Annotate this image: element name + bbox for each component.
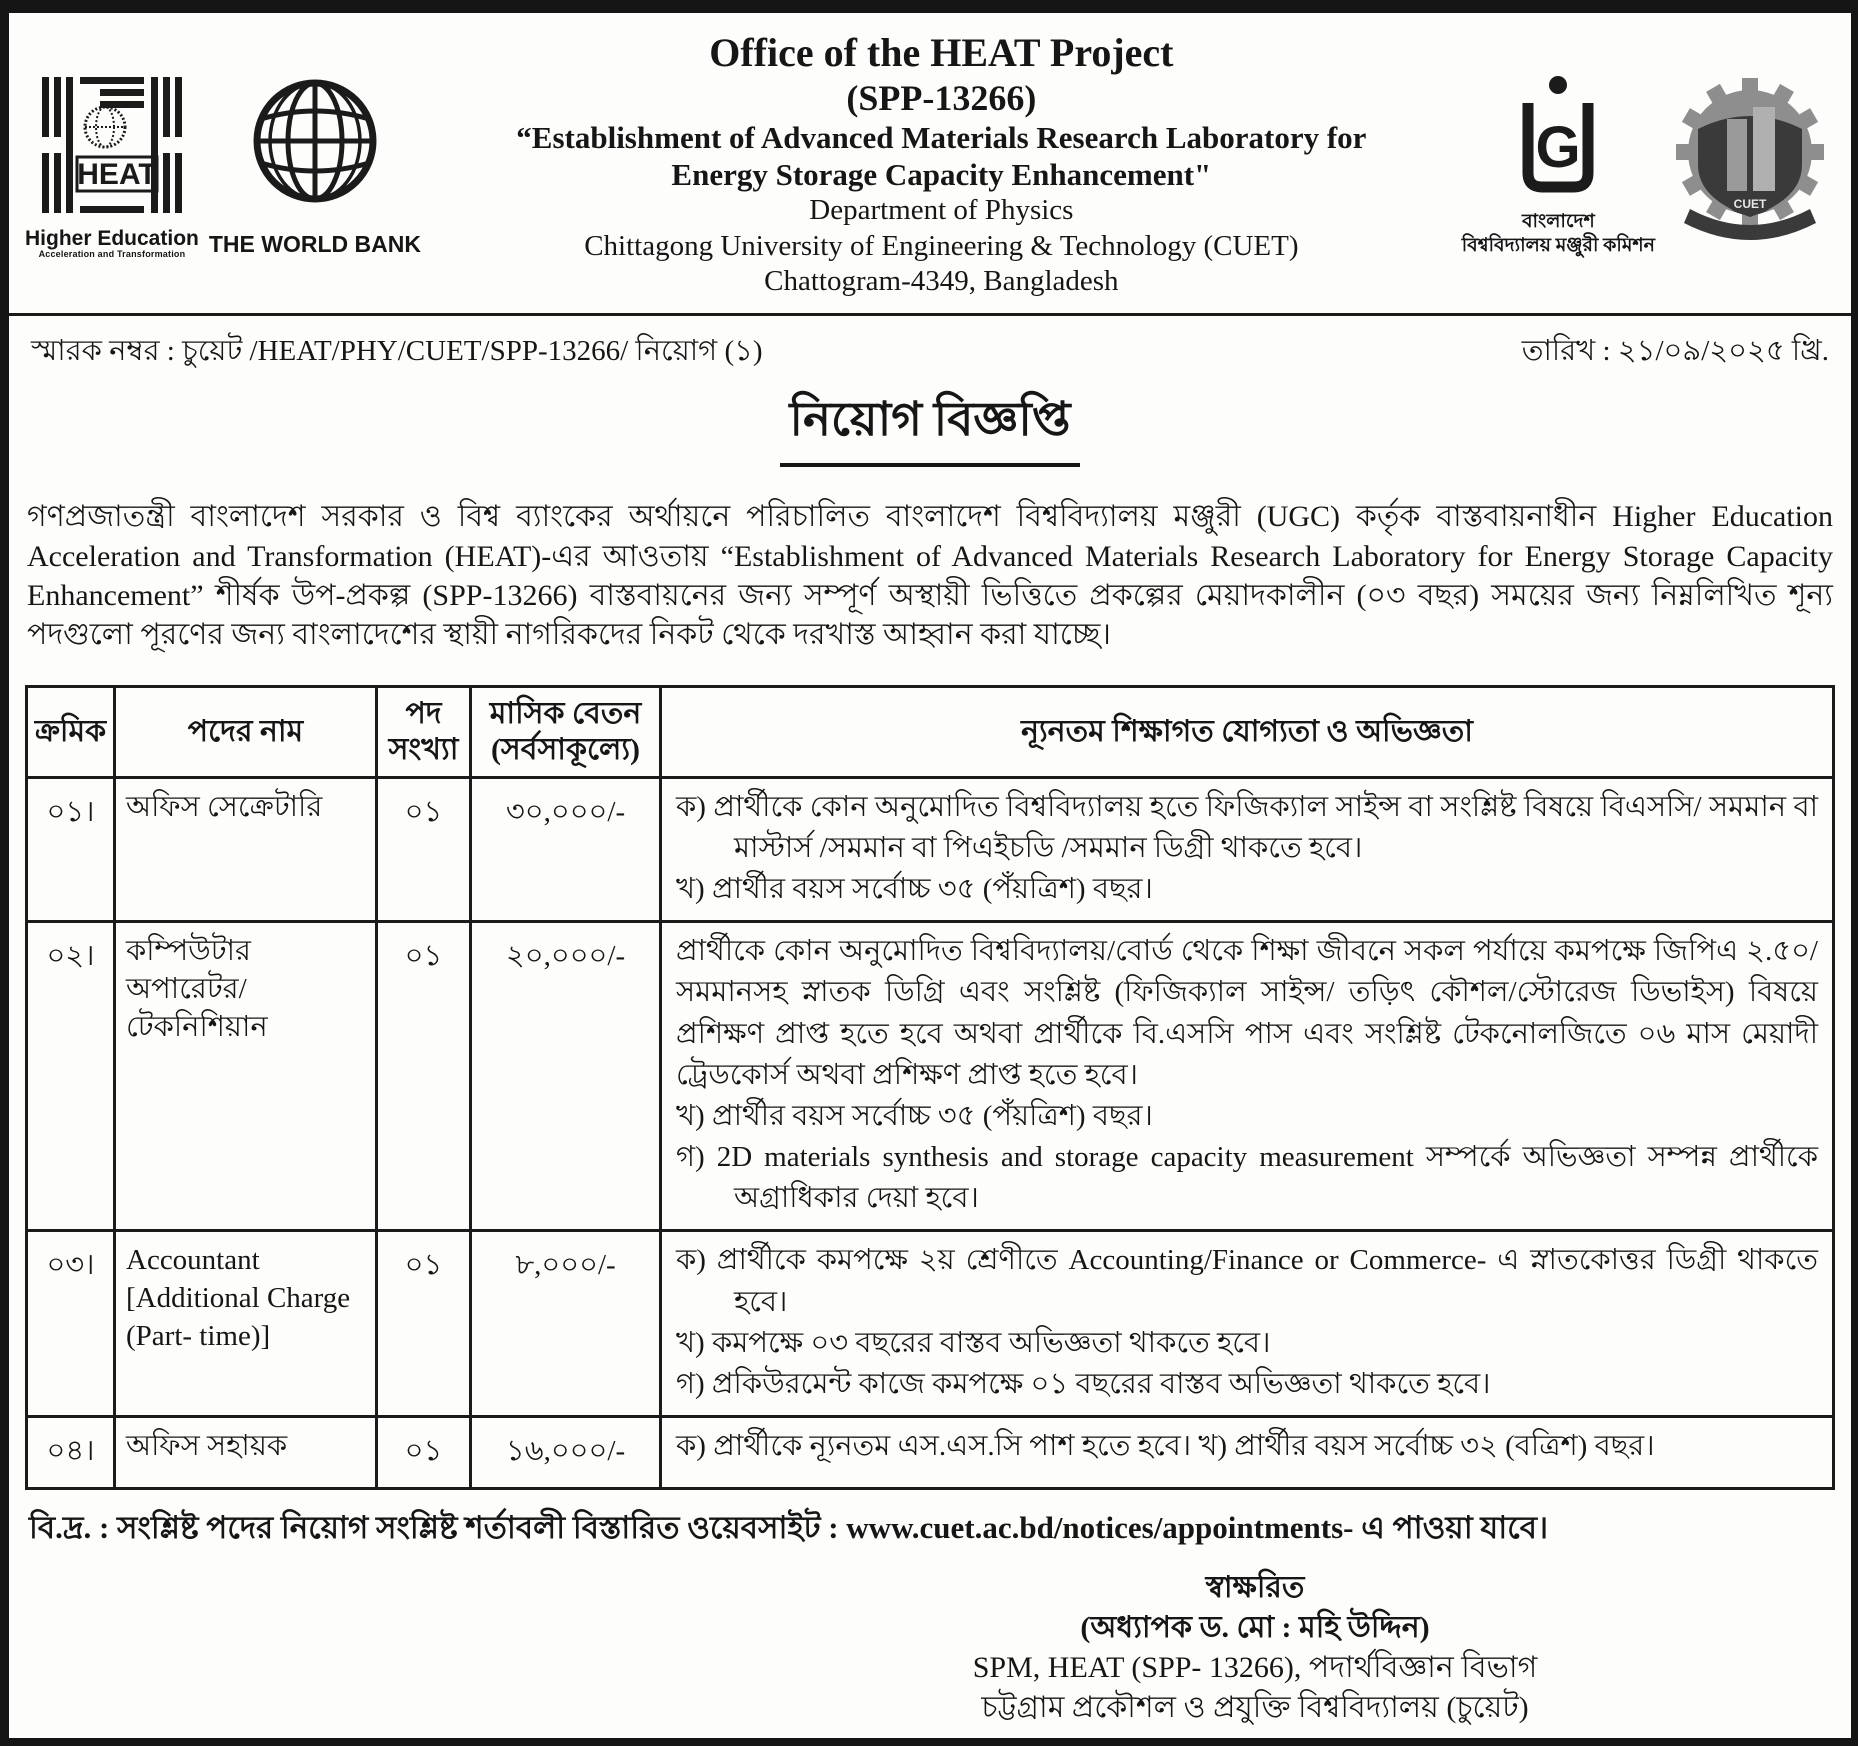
post-cell: অফিস সেক্রেটারি	[115, 777, 377, 922]
table-row	[27, 922, 1834, 1231]
memo-number: স্মারক নম্বর : চুয়েট /HEAT/PHY/CUET/SPP-13266/ নিয়োগ (১)	[31, 335, 763, 368]
project-subtitle-line2: Energy Storage Capacity Enhancement"	[671, 156, 1212, 192]
cuet-seal-icon	[1665, 77, 1835, 247]
signed-label: স্বাক্ষরিত	[1205, 1571, 1305, 1605]
qualification-item: ক) প্রার্থীকে কোন অনুমোদিত বিশ্ববিদ্যালয় হতে ফিজিক্যাল সাইন্স বা সংশ্লিষ্ট বিষয়ে বিএসসি/ সমমান বা মাস্টার্স /সমমান বা পিএইচডি /সমমান ডিগ্রী থাকতে হবে।	[676, 790, 1818, 864]
heat-logo-block	[25, 69, 199, 259]
ugc-logo-block	[1462, 71, 1655, 257]
document-header	[25, 19, 1835, 299]
heat-logo-text: HEAT	[77, 158, 157, 192]
signatory-name: (অধ্যাপক ড. মো : মহি উদ্দিন)	[1080, 1610, 1430, 1644]
salary-cell: ৮,০০০/-	[471, 1231, 661, 1417]
qualification-cell	[661, 1417, 1834, 1489]
world-bank-globe-icon	[220, 73, 410, 223]
count-cell: ০১	[377, 1231, 471, 1417]
serial-cell: ০১।	[27, 777, 115, 922]
project-subtitle-line1: “Establishment of Advanced Materials Research Laboratory for	[516, 120, 1367, 156]
salary-cell: ২০,০০০/-	[471, 922, 661, 1231]
note-line: বি.দ্র. : সংশ্লিষ্ট পদের নিয়োগ সংশ্লিষ্ট শর্তাবলী বিস্তারিত ওয়েবসাইট : www.cuet.ac.bd/notices/appointments- এ পাওয়া যাবে।	[29, 1510, 1549, 1546]
office-title: Office of the HEAT Project	[709, 30, 1174, 75]
jobs-table	[25, 685, 1835, 1490]
qualification-cell	[661, 922, 1834, 1231]
qualification-item: ক) প্রার্থীকে কমপক্ষে ২য় শ্রেণীতে Accounting/Finance or Commerce- এ স্নাতকোত্তর ডিগ্রী থাকতে হবে।	[676, 1244, 1818, 1318]
count-cell: ০১	[377, 922, 471, 1231]
col-header-serial: ক্রমিক	[27, 686, 115, 777]
world-bank-logo-block	[209, 73, 421, 256]
address-line: Chattogram-4349, Bangladesh	[764, 265, 1119, 298]
project-code: (SPP-13266)	[846, 78, 1037, 118]
qualification-item: গ) প্রকিউরমেন্ট কাজে কমপক্ষে ০১ বছরের বাস্তব অভিজ্ঞতা থাকতে হবে।	[676, 1367, 1491, 1400]
post-cell: কম্পিউটার অপারেটর/ টেকনিশিয়ান	[115, 922, 377, 1231]
count-cell: ০১	[377, 777, 471, 922]
notice-title: নিয়োগ বিজ্ঞপ্তি	[780, 383, 1081, 467]
col-header-qualification: ন্যূনতম শিক্ষাগত যোগ্যতা ও অভিজ্ঞতা	[661, 686, 1834, 777]
heat-logo-subcaption: Acceleration and Transformation	[38, 248, 186, 259]
qualification-item: প্রার্থীকে কোন অনুমোদিত বিশ্ববিদ্যালয়/বোর্ড থেকে শিক্ষা জীবনে সকল পর্যায়ে কমপক্ষে জিপিএ ২.৫০/সমমানসহ স্নাতক ডিগ্রি এবং সংশ্লিষ্ট (ফিজিক্যাল সাইন্স/ তড়িৎ কৌশল/স্টোরেজ ডিভাইস) বিষয়ে প্রশিক্ষণ প্রাপ্ত হতে হবে অথবা প্রার্থীকে বি.এসসি পাস এবং সংশ্লিষ্ট টেকনোলজিতে ০৬ মাস মেয়াদী ট্রেডকোর্স অথবা প্রশিক্ষণ প্রাপ্ত হতে হবে।	[676, 935, 1818, 1091]
qualification-item: খ) কমপক্ষে ০৩ বছরের বাস্তব অভিজ্ঞতা থাকতে হবে।	[676, 1326, 1271, 1359]
ugc-caption-line1: বাংলাদেশ	[1521, 210, 1595, 232]
post-cell: অফিস সহায়ক	[115, 1417, 377, 1489]
signature-block	[795, 1568, 1715, 1728]
qualification-item: ক) প্রার্থীকে ন্যূনতম এস.এস.সি পাশ হতে হবে। খ) প্রার্থীর বয়স সর্বোচ্চ ৩২ (বত্রিশ) বছর।	[676, 1430, 1655, 1463]
table-row	[27, 777, 1834, 922]
signatory-organization: চট্টগ্রাম প্রকৌশল ও প্রযুক্তি বিশ্ববিদ্যালয় (চুয়েট)	[981, 1690, 1529, 1724]
notice-title-wrap	[25, 383, 1835, 467]
memo-row	[25, 316, 1835, 377]
signatory-role: SPM, HEAT (SPP- 13266), পদার্থবিজ্ঞান বিভাগ	[972, 1650, 1538, 1684]
post-cell: Accountant [Additional Charge (Part- time)]	[115, 1231, 377, 1417]
cuet-seal-text: CUET	[1733, 196, 1767, 211]
qualification-item: গ) 2D materials synthesis and storage capacity measurement সম্পর্কে অভিজ্ঞতা সম্পন্ন প্রার্থীকে অগ্রাধিকার দেয়া হবে।	[676, 1141, 1818, 1215]
serial-cell: ০২।	[27, 922, 115, 1231]
qualification-cell	[661, 777, 1834, 922]
svg-text:G: G	[1535, 115, 1581, 181]
col-header-post: পদের নাম	[115, 686, 377, 777]
table-header-row	[27, 686, 1834, 777]
world-bank-label: THE WORLD BANK	[208, 230, 421, 257]
department-line: Department of Physics	[809, 194, 1074, 227]
table-row	[27, 1417, 1834, 1489]
salary-cell: ১৬,০০০/-	[471, 1417, 661, 1489]
salary-cell: ৩০,০০০/-	[471, 777, 661, 922]
ugc-caption-line2: বিশ্ববিদ্যালয় মঞ্জুরী কমিশন	[1461, 234, 1655, 256]
col-header-count: পদ সংখ্যা	[377, 686, 471, 777]
qualification-item: খ) প্রার্থীর বয়স সর্বোচ্চ ৩৫ (পঁয়ত্রিশ) বছর।	[676, 1099, 1153, 1132]
memo-date: তারিখ : ২১/০৯/২০২৫ খ্রি.	[1521, 335, 1829, 368]
header-title-block	[431, 29, 1452, 299]
qualification-cell	[661, 1231, 1834, 1417]
ugc-logo-icon	[1498, 71, 1618, 201]
heat-logo-caption: Higher Education	[25, 226, 199, 250]
heat-logo-icon	[28, 69, 196, 221]
serial-cell: ০৩।	[27, 1231, 115, 1417]
intro-paragraph: গণপ্রজাতন্ত্রী বাংলাদেশ সরকার ও বিশ্ব ব্যাংকের অর্থায়নে পরিচালিত বাংলাদেশ বিশ্ববিদ্যালয় মঞ্জুরী (UGC) কর্তৃক বাস্তবায়নাধীন Higher Education Acceleration and Transformation (HEAT)-এর আওতায় “Establishment of Advanced Materials Research Laboratory for Energy Storage Capacity Enhancement” শীর্ষক উপ-প্রকল্প (SPP-13266) বাস্তবায়নের জন্য সম্পূর্ণ অস্থায়ী ভিত্তিতে প্রকল্পের মেয়াদকালীন (০৩ বছর) সময়ের জন্য নিম্নলিখিত শূন্য পদগুলো পূরণের জন্য বাংলাদেশের স্থায়ী নাগরিকদের নিকট থেকে দরখাস্ত আহ্বান করা যাচ্ছে।	[27, 500, 1833, 652]
count-cell: ০১	[377, 1417, 471, 1489]
university-line: Chittagong University of Engineering & Technology (CUET)	[584, 229, 1299, 262]
qualification-item: খ) প্রার্থীর বয়স সর্বোচ্চ ৩৫ (পঁয়ত্রিশ) বছর।	[676, 873, 1153, 905]
col-header-salary: মাসিক বেতন (সর্বসাকূল্যে)	[471, 686, 661, 777]
table-row	[27, 1231, 1834, 1417]
cuet-seal-block	[1665, 77, 1835, 252]
serial-cell: ০৪।	[27, 1417, 115, 1489]
